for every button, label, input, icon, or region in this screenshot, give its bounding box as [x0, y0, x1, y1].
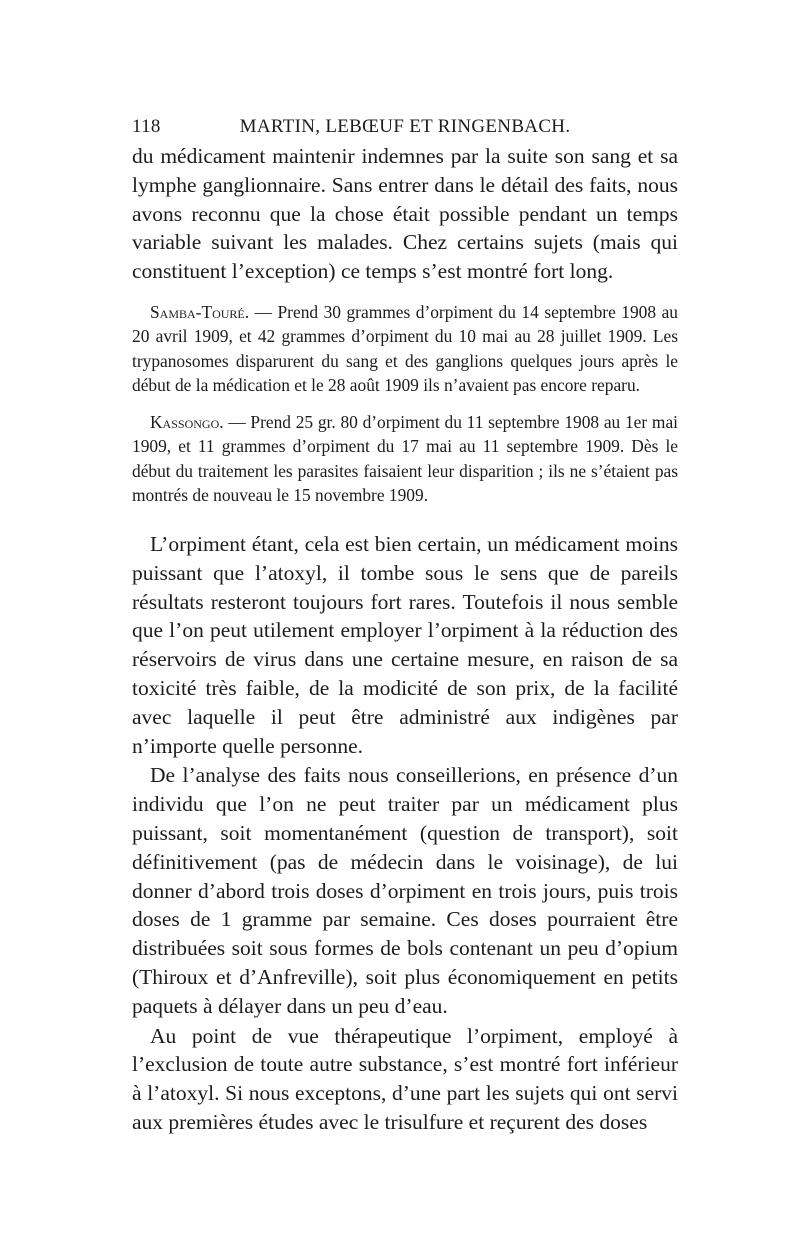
continuation-paragraph: du médicament maintenir indemnes par la suite son sang et sa lymphe ganglionnaire. Sans entrer dans le détail des faits, nous avons reconnu que la chose était possible pendant un temps variable suivant les malades. Chez certains sujets (mais qui constituent l’exception) ce temps s’est montré fort long.: [132, 144, 678, 284]
running-head: [132, 112, 678, 142]
page-number: 118: [132, 116, 161, 137]
case-report-samba-toure: [132, 300, 678, 398]
page: [132, 112, 678, 1137]
case-text: — Prend 30 grammes d’orpiment du 14 septembre 1908 au 20 avril 1909, et 42 grammes d’orpiment du 10 mai au 28 juillet 1909. Les trypanosomes disparurent du sang et des ganglions quelques jours après le début de la médication et le 28 août 1909 ils n’avaient pas encore reparu.: [132, 301, 678, 396]
body-paragraph: De l’analyse des faits nous conseillerions, en présence d’un individu que l’on ne peut traiter par un médicament plus puissant, soit momentanément (question de transport), soit définitivement (pas de médecin dans le voisinage), de lui donner d’abord trois doses d’orpiment en trois jours, puis trois doses de 1 gramme par semaine. Ces doses pourraient être distribuées soit sous formes de bols contenant un peu d’opium (Thiroux et d’Anfreville), soit plus économiquement en petits paquets à délayer dans un peu d’eau.: [132, 763, 678, 1018]
case-report-kassongo: [132, 410, 678, 508]
case-name: Kassongo.: [150, 411, 224, 432]
running-title: MARTIN, LEBŒUF ET RINGENBACH.: [239, 116, 571, 137]
case-name: Samba-Touré.: [150, 301, 250, 322]
body-paragraph: L’orpiment étant, cela est bien certain, un médicament moins puissant que l’atoxyl, il tombe sous le sens que de pareils résultats resteront toujours fort rares. Toutefois il nous semble que l’on peut utilement employer l’orpiment à la réduction des réservoirs de virus dans une certaine mesure, en raison de sa toxicité très faible, de la modicité de son prix, de la facilité avec laquelle il peut être administré aux indigènes par n’importe quelle personne.: [132, 531, 678, 758]
body-paragraph: Au point de vue thérapeutique l’orpiment, employé à l’exclusion de toute autre substance, s’est montré fort inférieur à l’atoxyl. Si nous exceptons, d’une part les sujets qui ont servi aux premières études avec le trisulfure et reçurent des doses: [132, 1023, 678, 1134]
case-text: — Prend 25 gr. 80 d’orpiment du 11 septembre 1908 au 1er mai 1909, et 11 grammes d’orpiment du 17 mai au 11 septembre 1909. Dès le début du traitement les parasites faisaient leur disparition ; ils ne s’étaient pas montrés de nouveau le 15 novembre 1909.: [132, 411, 678, 506]
